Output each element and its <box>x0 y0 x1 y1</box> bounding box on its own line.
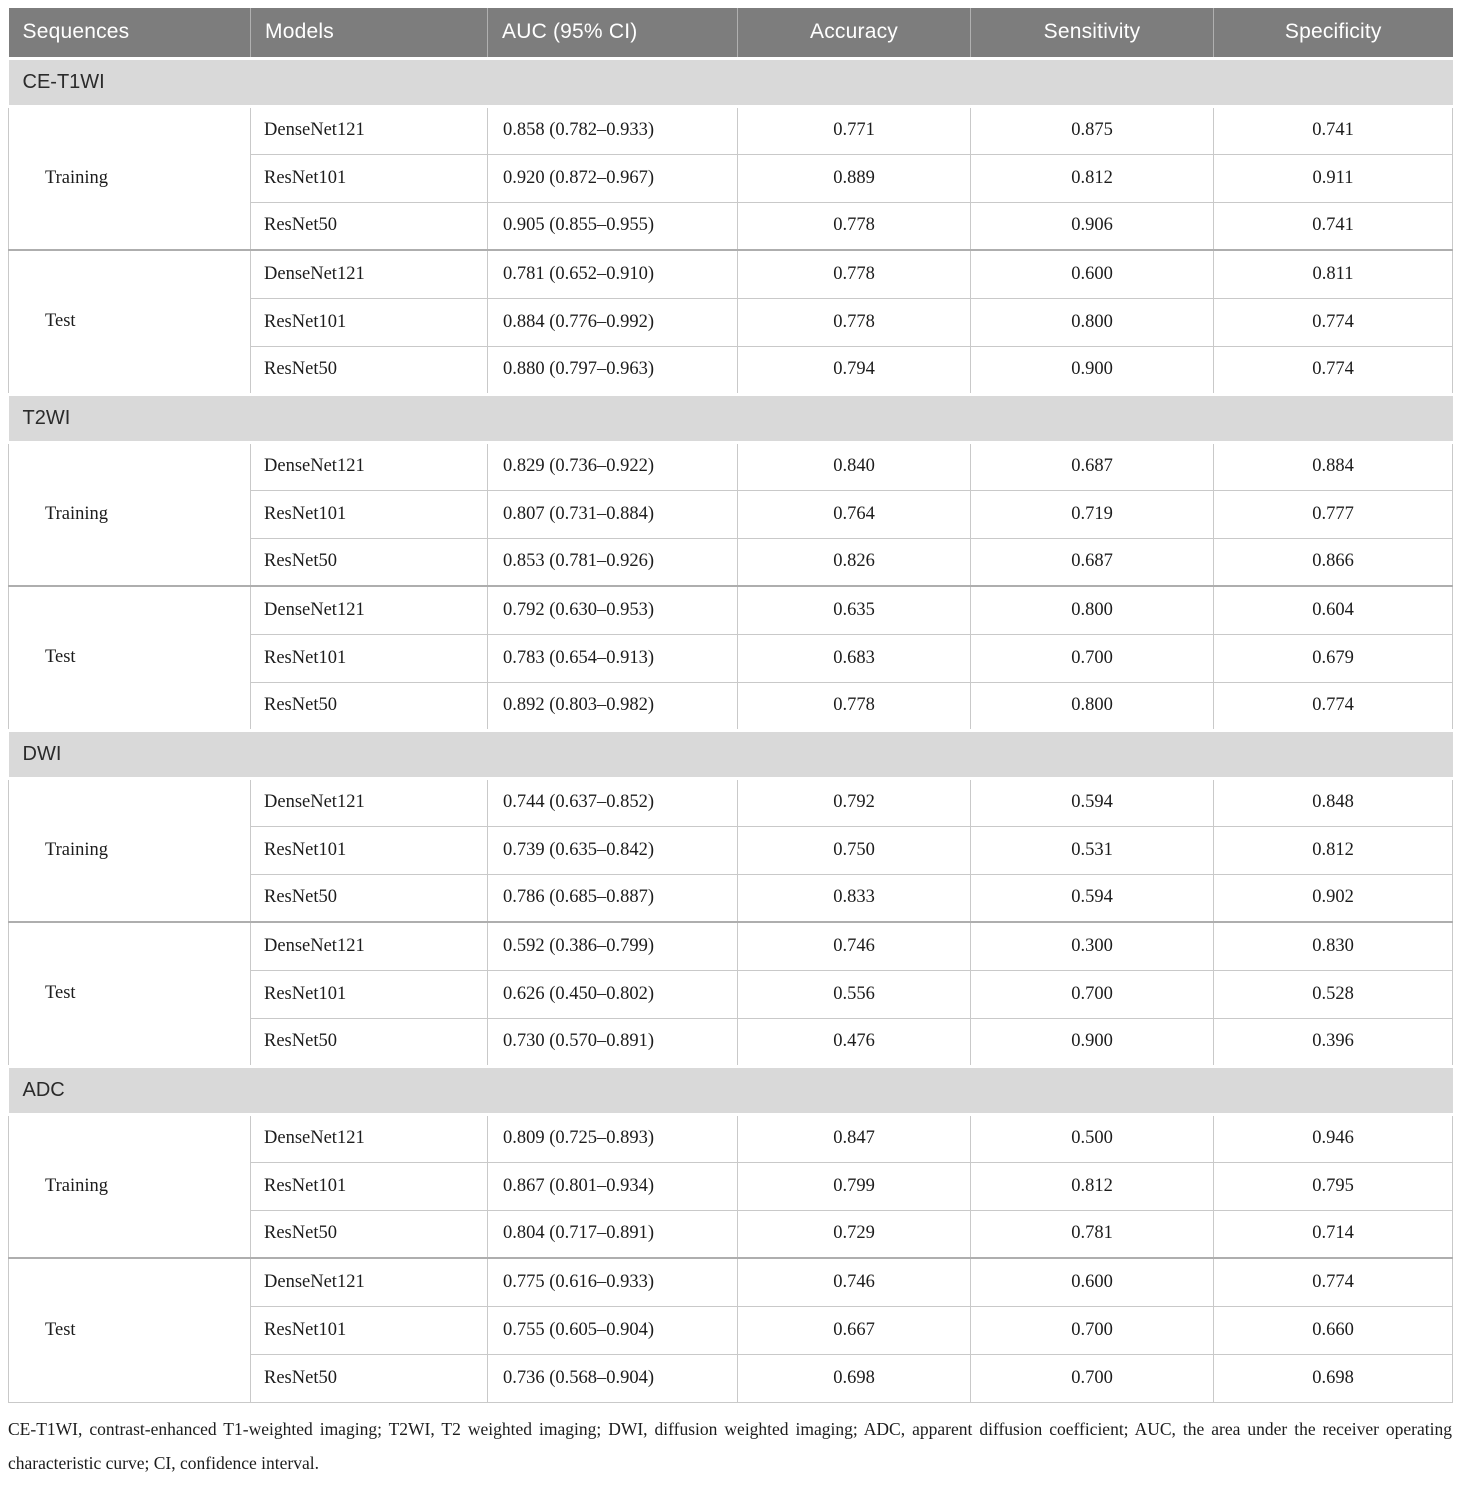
accuracy-cell: 0.476 <box>738 1018 971 1066</box>
model-cell: DenseNet121 <box>251 778 488 826</box>
accuracy-cell: 0.746 <box>738 922 971 970</box>
auc-cell: 0.807 (0.731–0.884) <box>488 490 738 538</box>
specificity-cell: 0.866 <box>1214 538 1453 586</box>
section-row-ce-t1wi <box>9 58 1453 106</box>
auc-cell: 0.775 (0.616–0.933) <box>488 1258 738 1306</box>
accuracy-cell: 0.833 <box>738 874 971 922</box>
section-label: T2WI <box>9 394 1453 442</box>
sensitivity-cell: 0.800 <box>971 298 1214 346</box>
model-cell: ResNet101 <box>251 154 488 202</box>
sensitivity-cell: 0.687 <box>971 538 1214 586</box>
column-header-auc: AUC (95% CI) <box>488 8 738 58</box>
auc-cell: 0.880 (0.797–0.963) <box>488 346 738 394</box>
accuracy-cell: 0.635 <box>738 586 971 634</box>
auc-cell: 0.744 (0.637–0.852) <box>488 778 738 826</box>
specificity-cell: 0.604 <box>1214 586 1453 634</box>
accuracy-cell: 0.667 <box>738 1306 971 1354</box>
table-row <box>9 106 1453 154</box>
phase-cell: Training <box>9 442 251 586</box>
phase-cell: Test <box>9 586 251 730</box>
model-cell: DenseNet121 <box>251 442 488 490</box>
model-cell: DenseNet121 <box>251 922 488 970</box>
auc-cell: 0.786 (0.685–0.887) <box>488 874 738 922</box>
table-row <box>9 1258 1453 1306</box>
sensitivity-cell: 0.594 <box>971 778 1214 826</box>
section-row-dwi <box>9 730 1453 778</box>
specificity-cell: 0.774 <box>1214 682 1453 730</box>
model-cell: ResNet101 <box>251 826 488 874</box>
specificity-cell: 0.812 <box>1214 826 1453 874</box>
column-header-accuracy: Accuracy <box>738 8 971 58</box>
phase-cell: Training <box>9 106 251 250</box>
model-cell: ResNet50 <box>251 682 488 730</box>
specificity-cell: 0.660 <box>1214 1306 1453 1354</box>
model-cell: DenseNet121 <box>251 1114 488 1162</box>
auc-cell: 0.781 (0.652–0.910) <box>488 250 738 298</box>
column-header-specificity: Specificity <box>1214 8 1453 58</box>
specificity-cell: 0.774 <box>1214 1258 1453 1306</box>
sensitivity-cell: 0.700 <box>971 970 1214 1018</box>
section-label: CE-T1WI <box>9 58 1453 106</box>
table-body <box>9 58 1453 1402</box>
sensitivity-cell: 0.781 <box>971 1210 1214 1258</box>
sensitivity-cell: 0.700 <box>971 634 1214 682</box>
auc-cell: 0.626 (0.450–0.802) <box>488 970 738 1018</box>
table-row <box>9 250 1453 298</box>
specificity-cell: 0.528 <box>1214 970 1453 1018</box>
section-label: DWI <box>9 730 1453 778</box>
model-cell: DenseNet121 <box>251 586 488 634</box>
sensitivity-cell: 0.687 <box>971 442 1214 490</box>
accuracy-cell: 0.764 <box>738 490 971 538</box>
sensitivity-cell: 0.812 <box>971 154 1214 202</box>
specificity-cell: 0.911 <box>1214 154 1453 202</box>
specificity-cell: 0.741 <box>1214 106 1453 154</box>
sensitivity-cell: 0.875 <box>971 106 1214 154</box>
table-row <box>9 442 1453 490</box>
phase-cell: Test <box>9 922 251 1066</box>
model-cell: ResNet50 <box>251 1210 488 1258</box>
sensitivity-cell: 0.800 <box>971 682 1214 730</box>
auc-cell: 0.755 (0.605–0.904) <box>488 1306 738 1354</box>
auc-cell: 0.858 (0.782–0.933) <box>488 106 738 154</box>
specificity-cell: 0.396 <box>1214 1018 1453 1066</box>
table-row <box>9 1114 1453 1162</box>
column-header-models: Models <box>251 8 488 58</box>
accuracy-cell: 0.826 <box>738 538 971 586</box>
specificity-cell: 0.679 <box>1214 634 1453 682</box>
specificity-cell: 0.777 <box>1214 490 1453 538</box>
auc-cell: 0.867 (0.801–0.934) <box>488 1162 738 1210</box>
model-cell: ResNet101 <box>251 634 488 682</box>
sensitivity-cell: 0.600 <box>971 250 1214 298</box>
table-row <box>9 778 1453 826</box>
model-cell: ResNet101 <box>251 490 488 538</box>
auc-cell: 0.853 (0.781–0.926) <box>488 538 738 586</box>
specificity-cell: 0.795 <box>1214 1162 1453 1210</box>
sensitivity-cell: 0.900 <box>971 1018 1214 1066</box>
accuracy-cell: 0.771 <box>738 106 971 154</box>
sensitivity-cell: 0.719 <box>971 490 1214 538</box>
accuracy-cell: 0.778 <box>738 202 971 250</box>
column-header-sensitivity: Sensitivity <box>971 8 1214 58</box>
auc-cell: 0.905 (0.855–0.955) <box>488 202 738 250</box>
accuracy-cell: 0.799 <box>738 1162 971 1210</box>
section-row-t2wi <box>9 394 1453 442</box>
sensitivity-cell: 0.594 <box>971 874 1214 922</box>
table-footnote: CE-T1WI, contrast-enhanced T1-weighted imaging; T2WI, T2 weighted imaging; DWI, diffusion weighted imaging; ADC, apparent diffusion coefficient; AUC, the area under the receiver operating characteristic curve; CI, confidence interval. <box>8 1418 1452 1473</box>
accuracy-cell: 0.840 <box>738 442 971 490</box>
sensitivity-cell: 0.300 <box>971 922 1214 970</box>
phase-cell: Training <box>9 778 251 922</box>
auc-cell: 0.592 (0.386–0.799) <box>488 922 738 970</box>
phase-cell: Test <box>9 250 251 394</box>
sensitivity-cell: 0.531 <box>971 826 1214 874</box>
specificity-cell: 0.902 <box>1214 874 1453 922</box>
sensitivity-cell: 0.700 <box>971 1306 1214 1354</box>
section-label: ADC <box>9 1066 1453 1114</box>
auc-cell: 0.829 (0.736–0.922) <box>488 442 738 490</box>
accuracy-cell: 0.794 <box>738 346 971 394</box>
table-row <box>9 922 1453 970</box>
specificity-cell: 0.884 <box>1214 442 1453 490</box>
accuracy-cell: 0.750 <box>738 826 971 874</box>
specificity-cell: 0.714 <box>1214 1210 1453 1258</box>
model-cell: ResNet50 <box>251 1018 488 1066</box>
model-cell: ResNet101 <box>251 1306 488 1354</box>
accuracy-cell: 0.778 <box>738 298 971 346</box>
specificity-cell: 0.848 <box>1214 778 1453 826</box>
accuracy-cell: 0.778 <box>738 682 971 730</box>
sensitivity-cell: 0.700 <box>971 1354 1214 1402</box>
header-row <box>9 8 1453 58</box>
auc-cell: 0.736 (0.568–0.904) <box>488 1354 738 1402</box>
auc-cell: 0.809 (0.725–0.893) <box>488 1114 738 1162</box>
model-cell: DenseNet121 <box>251 250 488 298</box>
specificity-cell: 0.774 <box>1214 346 1453 394</box>
sensitivity-cell: 0.812 <box>971 1162 1214 1210</box>
auc-cell: 0.892 (0.803–0.982) <box>488 682 738 730</box>
accuracy-cell: 0.778 <box>738 250 971 298</box>
specificity-cell: 0.830 <box>1214 922 1453 970</box>
model-cell: ResNet50 <box>251 202 488 250</box>
auc-cell: 0.783 (0.654–0.913) <box>488 634 738 682</box>
sensitivity-cell: 0.906 <box>971 202 1214 250</box>
sensitivity-cell: 0.500 <box>971 1114 1214 1162</box>
auc-cell: 0.804 (0.717–0.891) <box>488 1210 738 1258</box>
model-cell: DenseNet121 <box>251 106 488 154</box>
auc-cell: 0.884 (0.776–0.992) <box>488 298 738 346</box>
model-cell: ResNet50 <box>251 1354 488 1402</box>
model-cell: DenseNet121 <box>251 1258 488 1306</box>
accuracy-cell: 0.792 <box>738 778 971 826</box>
sensitivity-cell: 0.900 <box>971 346 1214 394</box>
accuracy-cell: 0.889 <box>738 154 971 202</box>
results-table <box>8 8 1453 1403</box>
specificity-cell: 0.774 <box>1214 298 1453 346</box>
phase-cell: Test <box>9 1258 251 1402</box>
phase-cell: Training <box>9 1114 251 1258</box>
model-cell: ResNet101 <box>251 298 488 346</box>
accuracy-cell: 0.746 <box>738 1258 971 1306</box>
accuracy-cell: 0.729 <box>738 1210 971 1258</box>
auc-cell: 0.920 (0.872–0.967) <box>488 154 738 202</box>
column-header-sequences: Sequences <box>9 8 251 58</box>
accuracy-cell: 0.698 <box>738 1354 971 1402</box>
accuracy-cell: 0.556 <box>738 970 971 1018</box>
auc-cell: 0.730 (0.570–0.891) <box>488 1018 738 1066</box>
model-cell: ResNet50 <box>251 874 488 922</box>
sensitivity-cell: 0.600 <box>971 1258 1214 1306</box>
auc-cell: 0.792 (0.630–0.953) <box>488 586 738 634</box>
model-cell: ResNet50 <box>251 538 488 586</box>
table-row <box>9 586 1453 634</box>
sensitivity-cell: 0.800 <box>971 586 1214 634</box>
accuracy-cell: 0.847 <box>738 1114 971 1162</box>
auc-cell: 0.739 (0.635–0.842) <box>488 826 738 874</box>
specificity-cell: 0.811 <box>1214 250 1453 298</box>
model-cell: ResNet101 <box>251 970 488 1018</box>
model-cell: ResNet101 <box>251 1162 488 1210</box>
accuracy-cell: 0.683 <box>738 634 971 682</box>
section-row-adc <box>9 1066 1453 1114</box>
model-cell: ResNet50 <box>251 346 488 394</box>
specificity-cell: 0.741 <box>1214 202 1453 250</box>
specificity-cell: 0.946 <box>1214 1114 1453 1162</box>
specificity-cell: 0.698 <box>1214 1354 1453 1402</box>
